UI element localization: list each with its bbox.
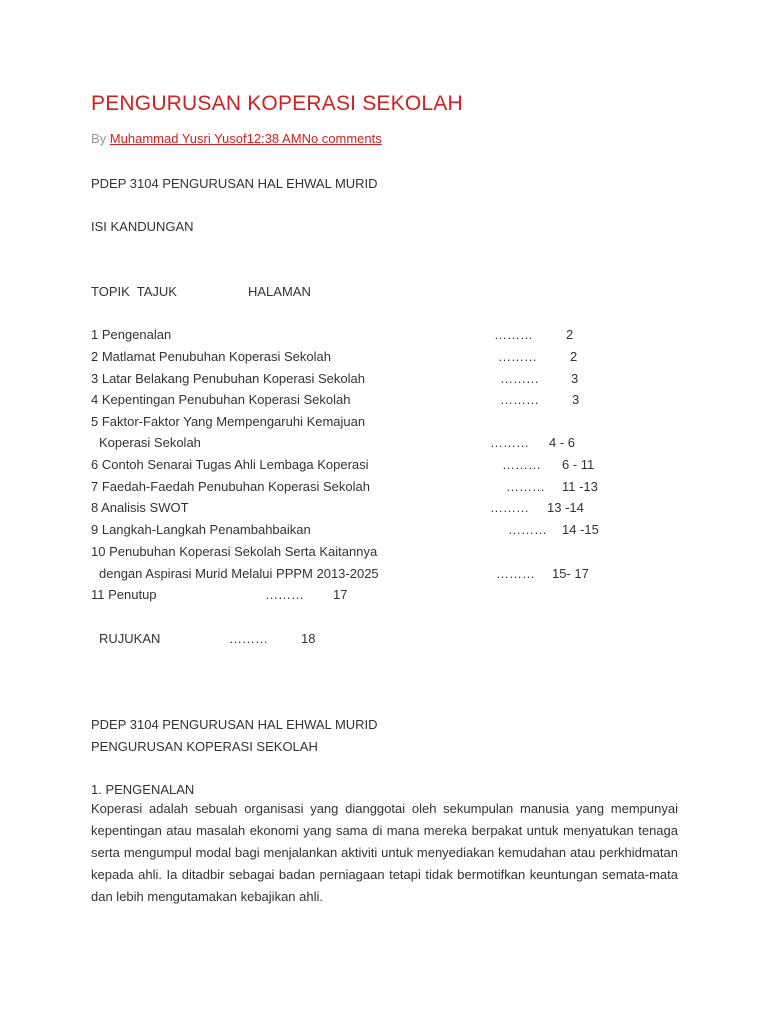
- toc-item-label: 3 Latar Belakang Penubuhan Koperasi Sekolah: [91, 371, 365, 386]
- toc-item-page: 2: [566, 327, 574, 342]
- toc-item-dots: ………: [500, 392, 539, 407]
- toc-item-page: 3: [571, 371, 579, 386]
- toc-item-page: 17: [333, 587, 348, 602]
- toc-item-dots: ………: [490, 500, 529, 515]
- toc-item-label: 7 Faedah-Faedah Penubuhan Koperasi Sekolah: [91, 479, 370, 494]
- toc-item-label-cont: dengan Aspirasi Murid Melalui PPPM 2013-2025: [99, 566, 379, 581]
- toc-item-label: 6 Contoh Senarai Tugas Ahli Lembaga Koperasi: [91, 457, 369, 472]
- section-heading: 1. PENGENALAN: [91, 782, 195, 797]
- toc-item-dots: ………: [506, 479, 545, 494]
- toc-item-label: 2 Matlamat Penubuhan Koperasi Sekolah: [91, 349, 331, 364]
- toc-item-label: 4 Kepentingan Penubuhan Koperasi Sekolah: [91, 392, 351, 407]
- toc-item-dots: ………: [229, 631, 268, 646]
- toc-item-label: 1 Pengenalan: [91, 327, 172, 342]
- toc-item-label: 10 Penubuhan Koperasi Sekolah Serta Kaitannya: [91, 544, 378, 559]
- toc-item-page: 15- 17: [552, 566, 589, 581]
- toc-item-label: 8 Analisis SWOT: [91, 500, 189, 515]
- toc-item-dots: ………: [500, 371, 539, 386]
- toc-item-label: 5 Faktor-Faktor Yang Mempengaruhi Kemajuan: [91, 414, 366, 429]
- toc-item-page: 14 -15: [562, 522, 599, 537]
- toc-heading: ISI KANDUNGAN: [91, 219, 194, 234]
- toc-item-label-cont: Koperasi Sekolah: [99, 435, 201, 450]
- toc-item-page: 3: [572, 392, 580, 407]
- section-subtitle: PENGURUSAN KOPERASI SEKOLAH: [91, 739, 318, 754]
- toc-item-dots: ………: [494, 327, 533, 342]
- toc-item-page: 13 -14: [547, 500, 584, 515]
- toc-item-page: 2: [570, 349, 578, 364]
- toc-item-label: RUJUKAN: [99, 631, 161, 646]
- by-label: By: [91, 131, 107, 146]
- author-link[interactable]: Muhammad Yusri Yusof12:38 AMNo comments: [109, 131, 382, 146]
- post-byline: [91, 131, 382, 146]
- toc-col-page: HALAMAN: [248, 284, 311, 299]
- toc-item-dots: ………: [508, 522, 547, 537]
- toc-item-page: 18: [301, 631, 316, 646]
- toc-item-dots: ………: [498, 349, 537, 364]
- toc-item-dots: ………: [502, 457, 541, 472]
- post-time-link[interactable]: 12:38 AM: [246, 131, 302, 146]
- course-title: PDEP 3104 PENGURUSAN HAL EHWAL MURID: [91, 176, 378, 191]
- toc-item-label: 9 Langkah-Langkah Penambahbaikan: [91, 522, 311, 537]
- toc-item-page: 4 - 6: [549, 435, 576, 450]
- toc-col-topic: TOPIK TAJUK: [91, 284, 177, 299]
- toc-item-dots: ………: [496, 566, 535, 581]
- section-course-title: PDEP 3104 PENGURUSAN HAL EHWAL MURID: [91, 717, 378, 732]
- toc-item-label: 11 Penutup: [91, 587, 157, 602]
- intro-paragraph: Koperasi adalah sebuah organisasi yang dianggotai oleh sekumpulan manusia yang mempunyai kepentingan atau masalah ekonomi yang sama di mana mereka berpakat untuk menyatukan tenaga serta mengumpul modal bagi menjalankan aktiviti untuk menyediakan kemudahan atau perkhidmatan kepada ahli. Ia ditadbir sebagai badan perniagaan tetapi tidak bermotifkan keuntungan semata-mata dan lebih mengutamakan kebajikan ahli.: [91, 801, 678, 904]
- post-title: PENGURUSAN KOPERASI SEKOLAH: [91, 92, 463, 115]
- toc-item-page: 11 -13: [562, 479, 598, 494]
- toc-item-dots: ………: [265, 587, 304, 602]
- comments-link[interactable]: No comments: [301, 131, 382, 146]
- toc-item-dots: ………: [490, 435, 529, 450]
- toc-item-page: 6 - 11: [562, 457, 595, 472]
